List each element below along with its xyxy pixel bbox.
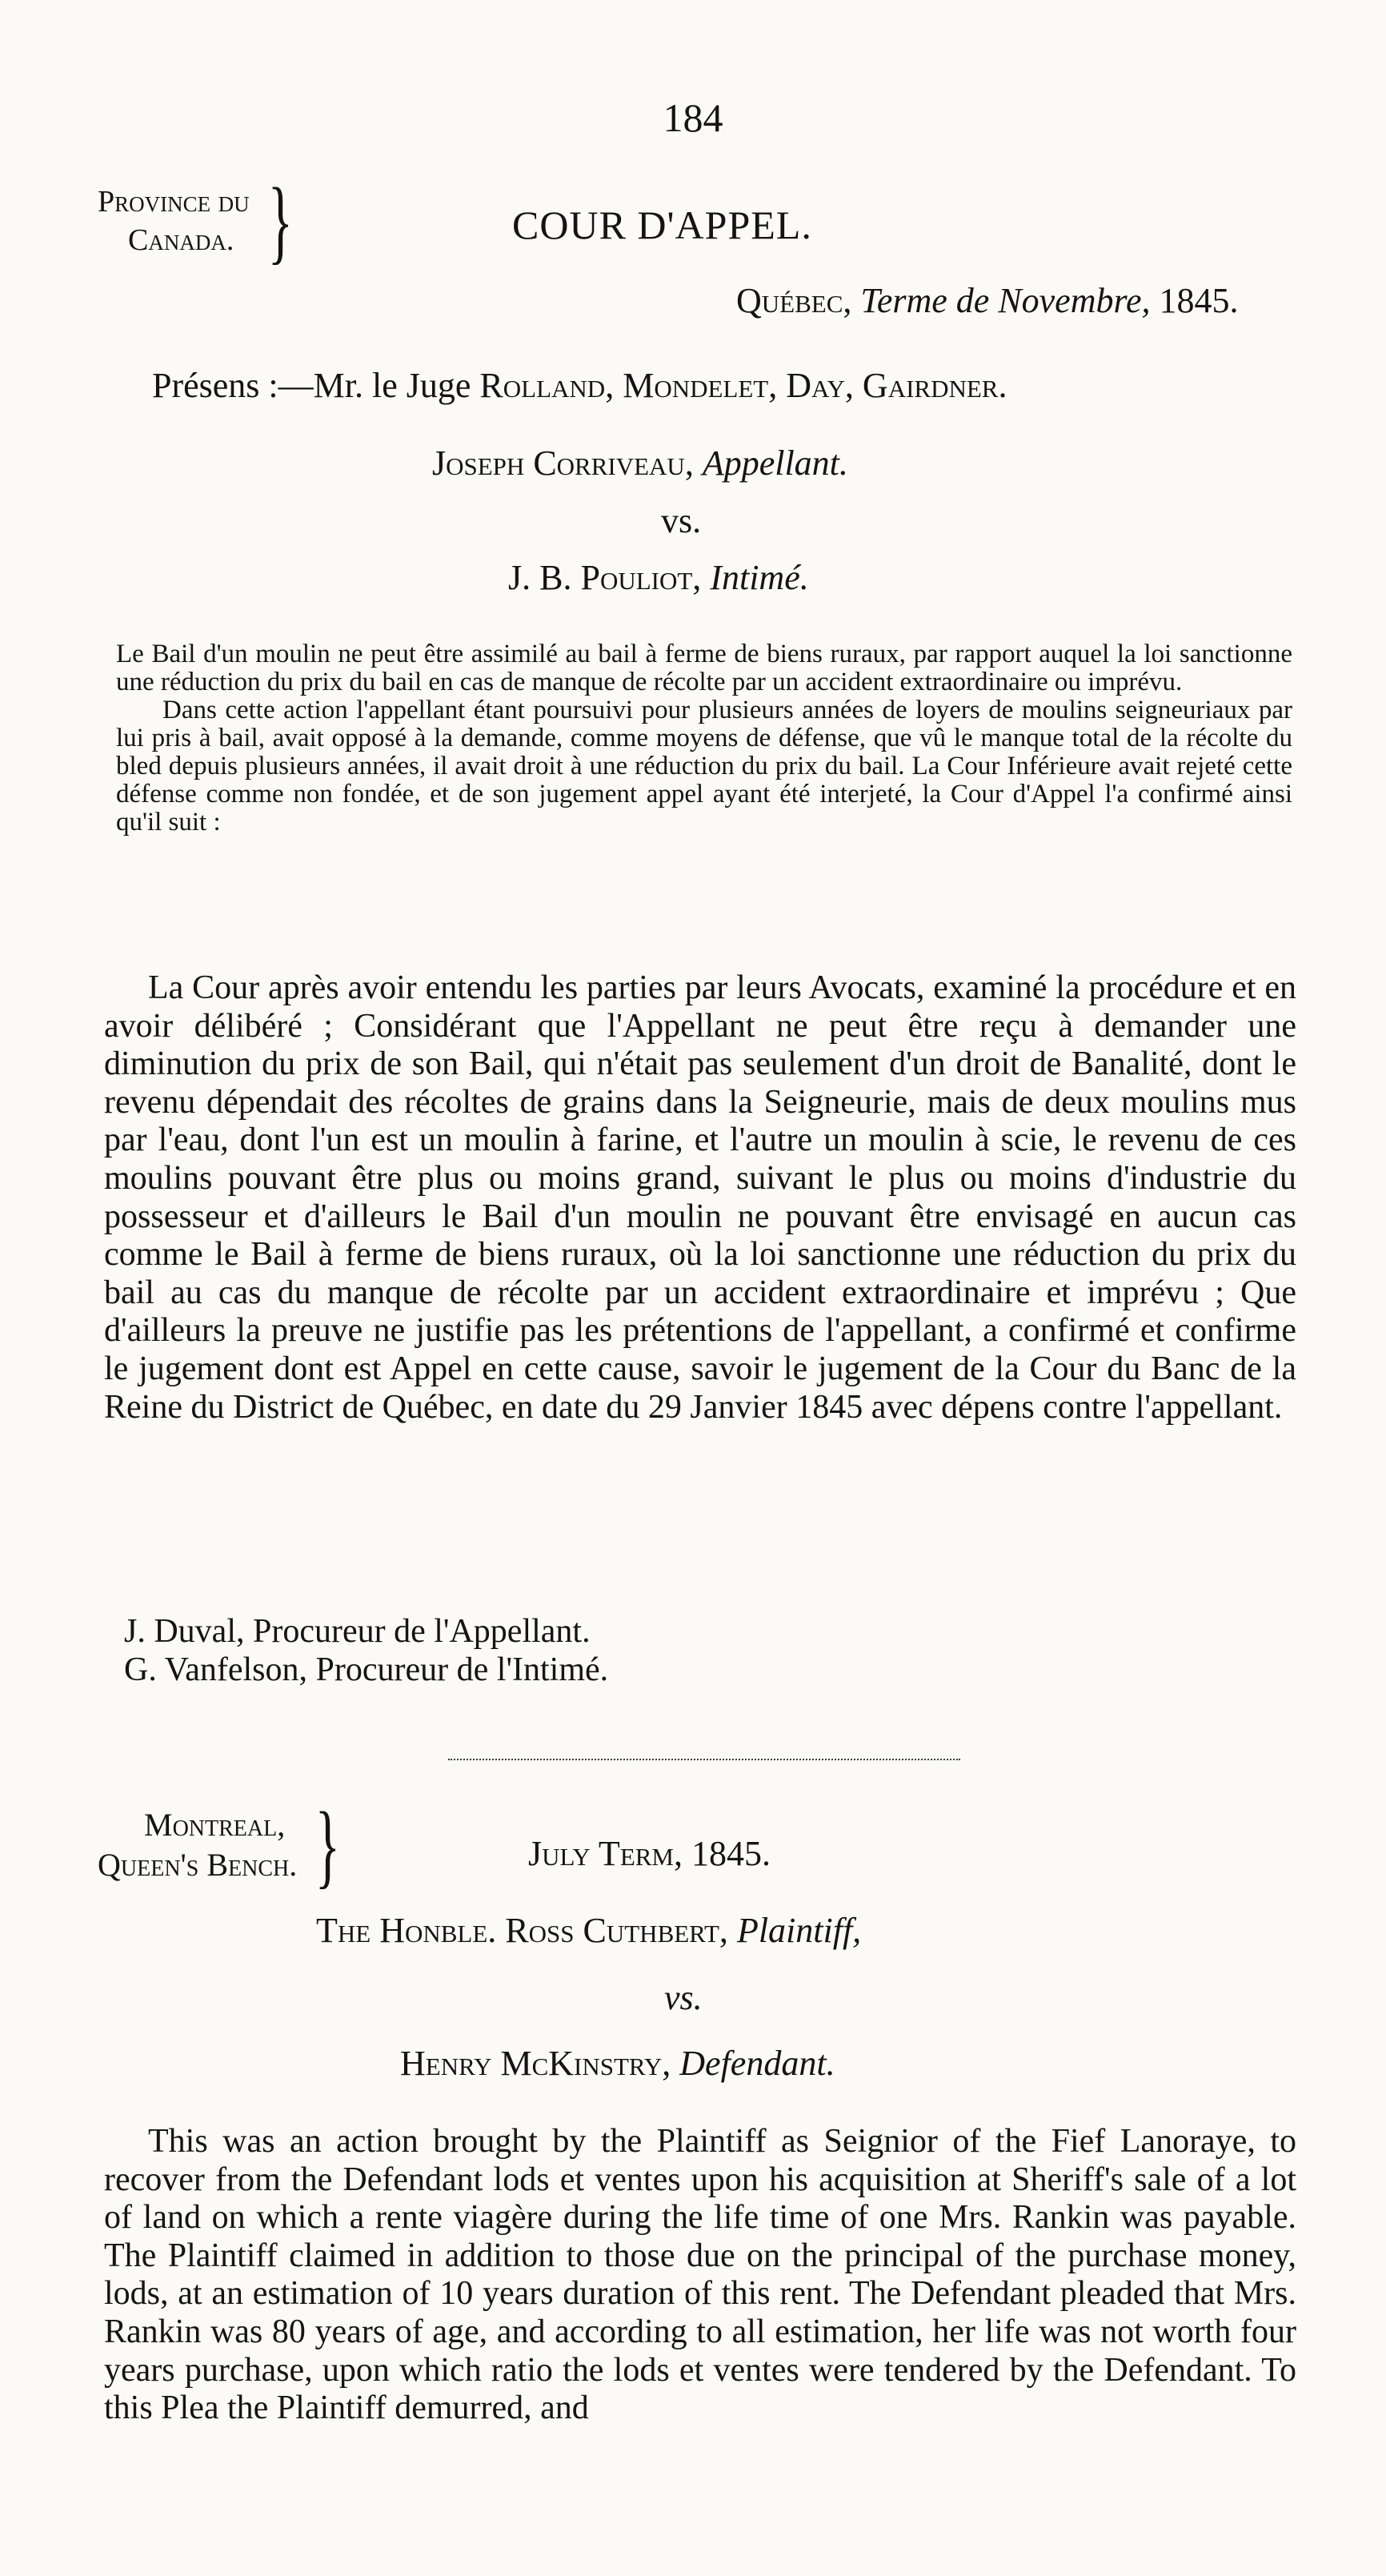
term-2: July Term, 1845. xyxy=(528,1834,771,1873)
court-line: Queen's Bench. xyxy=(98,1847,298,1883)
versus-2: vs. xyxy=(664,1978,703,2017)
respondent-role: Intimé. xyxy=(710,558,809,597)
summary-headnote: Le Bail d'un moulin ne peut être assimilé au bail à ferme de biens ruraux, par rapport auquel la loi sanctionne une réduction du prix du bail en cas de manque de récolte par un accident extraordinaire ou imprévu. xyxy=(116,640,1292,696)
province-heading xyxy=(98,168,302,273)
attorney-respondent: G. Vanfelson, Procureur de l'Intimé. xyxy=(124,1651,609,1688)
defendant-role: Defendant. xyxy=(679,2044,835,2083)
respondent-line xyxy=(508,557,809,598)
summary-facts: Dans cette action l'appellant étant poursuivi pour plusieurs années de loyers de moulins seigneuriaux par lui pris à bail, avait opposé à la demande, comme moyens de défense, que vû le manque total de la récolte du bled depuis plusieurs années, il avait droit à une réduction du prix du bail. La Cour Inférieure avait rejeté cette défense comme non fondée, et de son jugement appel ayant été interjeté, la Cour d'Appel l'a confirmé ainsi qu'il suit : xyxy=(116,696,1292,837)
respondent-name: J. B. Pouliot, xyxy=(508,558,702,597)
term-place: Québec, xyxy=(736,281,852,320)
brace-glyph: } xyxy=(267,168,293,273)
defendant-line xyxy=(400,2043,835,2084)
brace-glyph: } xyxy=(314,1792,341,1897)
plaintiff-line xyxy=(316,1910,861,1951)
case-summary xyxy=(116,640,1292,837)
plaintiff-role: Plaintiff, xyxy=(736,1911,862,1950)
province-line: Province du xyxy=(98,185,250,219)
term-line xyxy=(736,280,1239,321)
page-number: 184 xyxy=(663,95,723,140)
present-judges: Rolland, Mondelet, Day, Gairdner. xyxy=(479,366,1007,405)
court-heading-2 xyxy=(98,1792,351,1897)
present-label: Présens :— xyxy=(152,366,314,405)
versus-1: vs. xyxy=(661,501,702,540)
plaintiff-name: The Honble. Ross Cuthbert, xyxy=(316,1911,728,1950)
present-text: Mr. le Juge xyxy=(313,366,471,405)
court-line: Montreal, xyxy=(144,1807,286,1843)
judgment-paragraph: La Cour après avoir entendu les parties par leurs Avocats, examiné la procédure et en avoir délibéré ; Considérant que l'Appellant ne peut être reçu à demander une diminution du prix de son Bail, qui n'était pas seulement d'un droit de Banalité, dont le revenu dépendait des récoltes de grains dans la Seigneurie, mais de deux moulins mus par l'eau, dont l'un est un moulin à farine, et l'autre un moulin à scie, le revenu de ces moulins pouvant être plus ou moins grand, suivant le plus ou moins d'industrie du possesseur et d'ailleurs le Bail d'un moulin ne pouvant être envisagé en aucun cas comme le Bail à ferme de biens ruraux, où la loi sanctionne une réduction du prix du bail au cas du manque de récolte par un accident extraordinaire et imprévu ; Que d'ailleurs la preuve ne justifie pas les prétentions de l'appellant, a confirmé et confirme le jugement dont est Appel en cette cause, savoir le jugement de la Cour du Banc de la Reine du District de Québec, en date du 29 Janvier 1845 avec dépens contre l'appellant. xyxy=(104,969,1296,1426)
defendant-name: Henry McKinstry, xyxy=(400,2044,671,2083)
appellant-name: Joseph Corriveau, xyxy=(432,443,694,483)
term-year: 1845. xyxy=(1159,281,1239,320)
appellant-line xyxy=(432,443,848,484)
attorney-appellant: J. Duval, Procureur de l'Appellant. xyxy=(124,1613,591,1650)
section-divider xyxy=(448,1759,960,1760)
court-title: COUR D'APPEL. xyxy=(512,203,812,247)
judgment-text xyxy=(104,969,1296,1426)
present-line xyxy=(152,365,1007,406)
case-body-2 xyxy=(104,2123,1296,2428)
attorneys xyxy=(124,1612,608,1689)
term-text: Terme de Novembre, xyxy=(860,281,1151,320)
province-line: Canada. xyxy=(128,223,234,257)
appellant-role: Appellant. xyxy=(702,443,848,483)
case-paragraph: This was an action brought by the Plaintiff as Seignior of the Fief Lanoraye, to recover from the Defendant lods et ventes upon his acquisition at Sheriff's sale of a lot of land on which a rente viagère during the life time of one Mrs. Rankin was payable. The Plaintiff claimed in addition to those due on the principal of the purchase money, lods, at an estimation of 10 years duration of this rent. The Defendant pleaded that Mrs. Rankin was 80 years of age, and according to all estimation, her life was not worth four years purchase, upon which ratio the lods et ventes were tendered by the Defendant. To this Plea the Plaintiff demurred, and xyxy=(104,2123,1296,2427)
